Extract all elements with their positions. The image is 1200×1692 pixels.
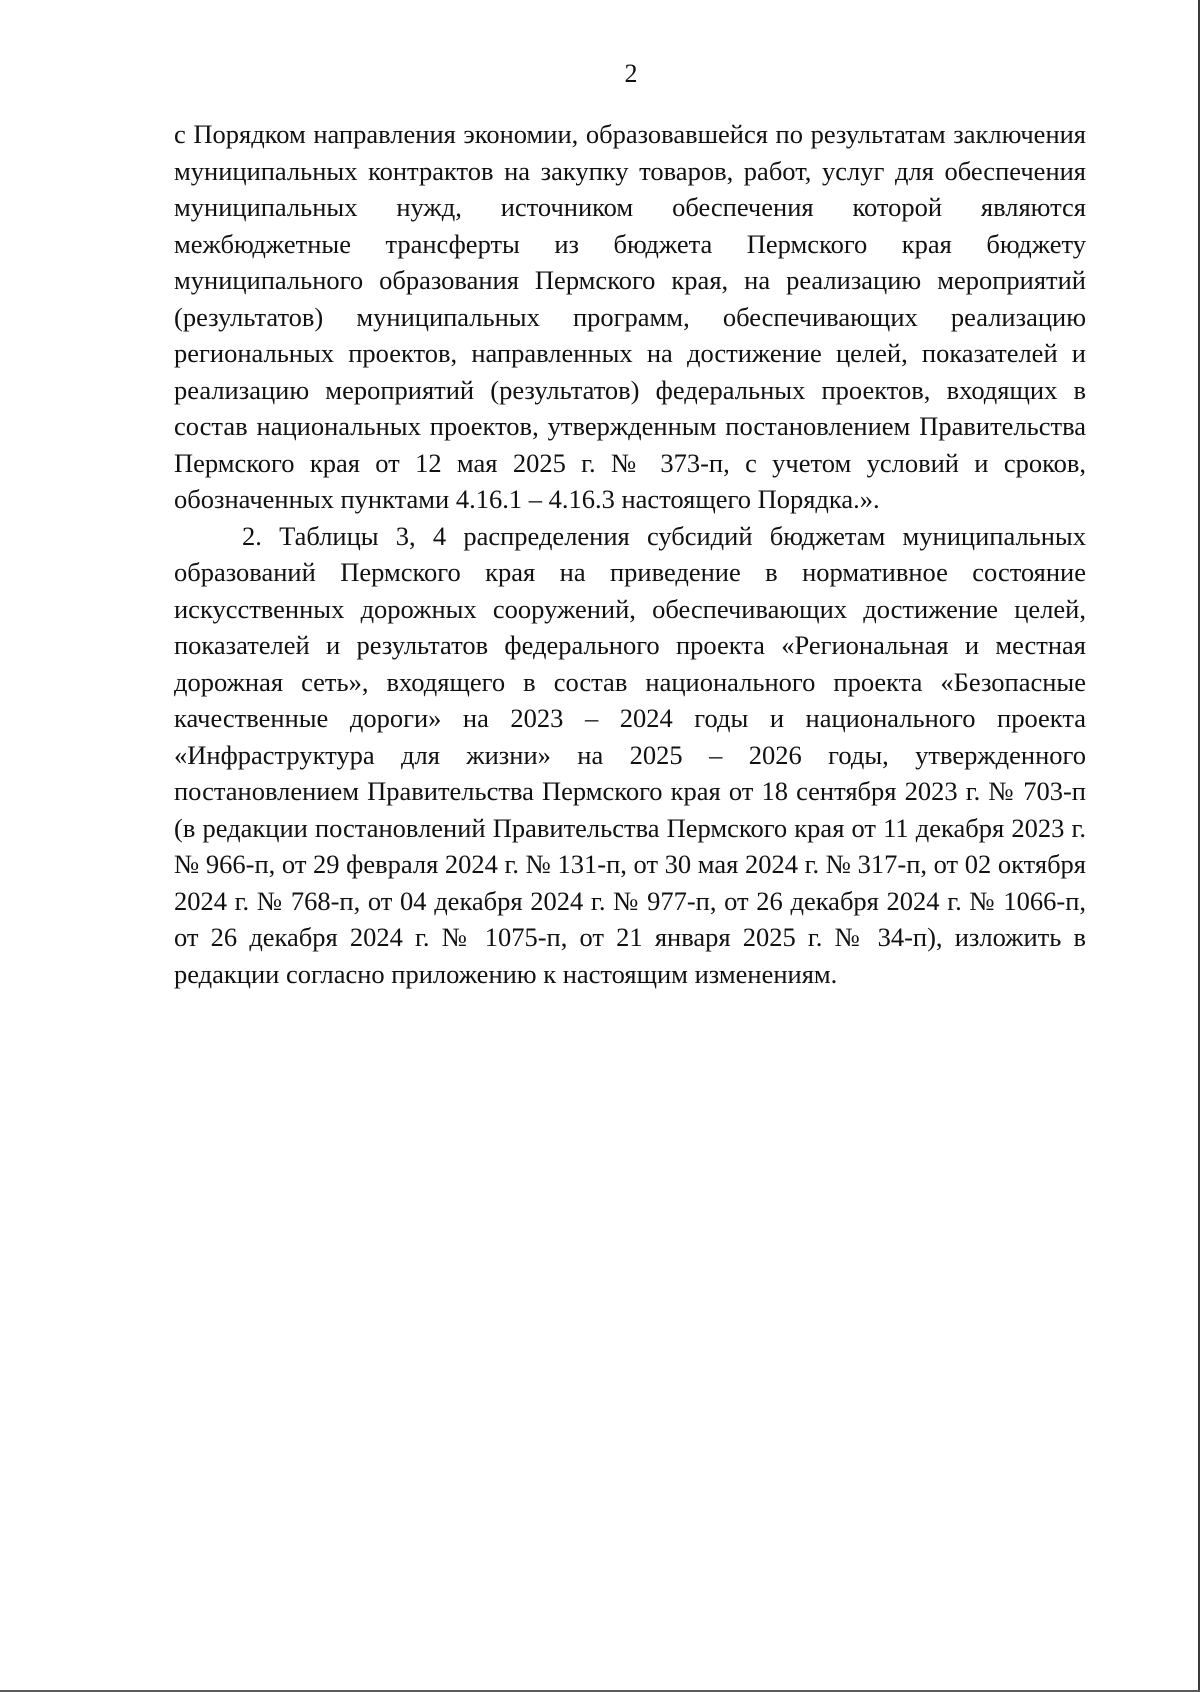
paragraph-item-2: 2. Таблицы 3, 4 распределения субсидий бюджетам муниципальных образований Пермского края на приведение в нормативное состояние искусственных дорожных сооружений, обеспечивающих достижение целей, показателей и результатов федерального проекта «Региональная и местная дорожная сеть», входящего в состав национального проекта «Безопасные качественные дороги» на 2023 – 2024 годы и национального проекта «Инфраструктура для жизни» на 2025 – 2026 годы, утвержденного постановлением Правительства Пермского края от 18 сентября 2023 г. № 703-п (в редакции постановлений Правительства Пермского края от 11 декабря 2023 г. № 966-п, от 29 февраля 2024 г. № 131-п, от 30 мая 2024 г. № 317-п, от 02 октября 2024 г. № 768-п, от 04 декабря 2024 г. № 977-п, от 26 декабря 2024 г. № 1066-п, от 26 декабря 2024 г. № 1075-п, от 21 января 2025 г. № 34-п), изложить в редакции согласно приложению к настоящим изменениям.	[174, 520, 1086, 989]
paragraph-continuation: с Порядком направления экономии, образовавшейся по результатам заключения муниципальных контрактов на закупку товаров, работ, услуг для обеспечения муниципальных нужд, источником обеспечения которой являются межбюджетные трансферты из бюджета Пермского края бюджету муниципального образования Пермского края, на реализацию мероприятий (результатов) муниципальных программ, обеспечивающих реализацию региональных проектов, направленных на достижение целей, показателей и реализацию мероприятий (результатов) федеральных проектов, входящих в состав национальных проектов, утвержденным постановлением Правительства Пермского края от 12 мая 2025 г. № 373-п, с учетом условий и сроков, обозначенных пунктами 4.16.1 – 4.16.3 настоящего Порядка.».	[174, 119, 1086, 514]
document-body	[174, 116, 1086, 992]
page-number: 2	[624, 59, 638, 88]
